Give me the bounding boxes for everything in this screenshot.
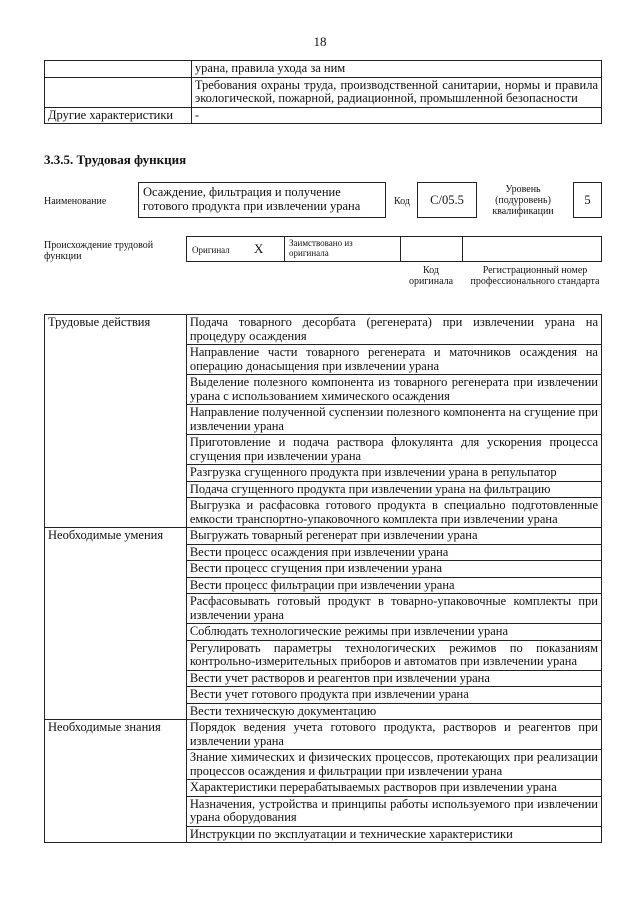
code-caption: Код оригинала	[408, 265, 454, 287]
original-mark: X	[254, 241, 264, 256]
name-value: Осаждение, фильтрация и получение готового продукта при извлечении урана	[143, 185, 361, 213]
table-cell: Порядок ведения учета готового продукта, растворов и реагентов при извлечении урана	[186, 720, 601, 750]
code-label: Код	[394, 196, 410, 207]
table-cell: Регулировать параметры технологических режимов по показаниям контрольно-измерительных приборов и автоматов при извлечении урана	[186, 640, 601, 670]
code-value-box	[417, 182, 477, 218]
table-cell: Инструкции по эксплуатации и технические характеристики	[186, 826, 601, 843]
table-cell: Выделение полезного компонента из товарного регенерата при извлечении урана с использованием химического осаждения	[186, 375, 601, 405]
group-label: Необходимые умения	[45, 528, 187, 720]
table-cell: Направление полученной суспензии полезного компонента на сгущение при извлечении урана	[186, 405, 601, 435]
origin-label: Происхождение трудовой функции	[44, 240, 154, 262]
table-cell: Назначения, устройства и принципы работы используемого при извлечении урана оборудования	[186, 796, 601, 826]
main-table	[44, 314, 602, 843]
table-cell: Другие характеристики	[45, 107, 192, 124]
table-cell: -	[191, 107, 601, 124]
original-label: Оригинал	[192, 245, 230, 255]
table-cell: Направление части товарного регенерата и маточников осаждения на операцию донасыщения при извлечении урана	[186, 345, 601, 375]
table-row	[45, 720, 602, 750]
origin-divider-1	[284, 236, 285, 262]
table-cell: Выгрузка и расфасовка готового продукта в специально подготовленные емкости транспортно-упаковочного комплекта при извлечении урана	[186, 498, 601, 528]
level-value: 5	[584, 193, 591, 207]
group-label: Необходимые знания	[45, 720, 187, 843]
origin-box	[186, 236, 602, 262]
table-row	[45, 315, 602, 345]
table-row	[45, 77, 602, 107]
table-cell: Вести процесс фильтрации при извлечении урана	[186, 577, 601, 594]
table-cell: Требования охраны труда, производственной санитарии, нормы и правила экологической, пожарной, радиационной, промышленной безопасности	[191, 77, 601, 107]
level-label: Уровень (подуровень) квалификации	[492, 184, 554, 217]
table-cell: Расфасовывать готовый продукт в товарно-упаковочные комплекты при извлечении урана	[186, 594, 601, 624]
top-table	[44, 60, 602, 124]
reg-caption: Регистрационный номер профессионального стандарта	[470, 265, 600, 287]
table-row	[45, 528, 602, 545]
name-value-box	[138, 182, 386, 218]
table-cell: Подача сгущенного продукта при извлечении урана на фильтрацию	[186, 481, 601, 498]
table-cell: Подача товарного десорбата (регенерата) при извлечении урана на процедуру осаждения	[186, 315, 601, 345]
name-label: Наименование	[44, 196, 107, 207]
table-cell: Вести техническую документацию	[186, 703, 601, 720]
table-cell: Вести процесс сгущения при извлечении урана	[186, 561, 601, 578]
level-value-box	[573, 182, 602, 218]
table-cell	[45, 61, 192, 78]
table-cell: урана, правила ухода за ним	[191, 61, 601, 78]
table-cell: Выгружать товарный регенерат при извлечении урана	[186, 528, 601, 545]
table-cell	[45, 77, 192, 107]
table-cell: Соблюдать технологические режимы при извлечении урана	[186, 624, 601, 641]
code-value: C/05.5	[430, 193, 464, 207]
section-title: 3.3.5. Трудовая функция	[44, 152, 187, 167]
table-cell: Вести процесс осаждения при извлечении урана	[186, 544, 601, 561]
borrowed-label: Заимствовано из оригинала	[289, 238, 353, 258]
group-label: Трудовые действия	[45, 315, 187, 528]
origin-divider-2	[400, 236, 401, 262]
table-cell: Знание химических и физических процессов, протекающих при реализации процессов осаждения и фильтрации при извлечении урана	[186, 750, 601, 780]
table-cell: Характеристики перерабатываемых растворов при извлечении урана	[186, 780, 601, 797]
table-cell: Вести учет растворов и реагентов при извлечении урана	[186, 670, 601, 687]
table-cell: Вести учет готового продукта при извлечении урана	[186, 687, 601, 704]
table-cell: Приготовление и подача раствора флокулянта для ускорения процесса сгущения при извлечении урана	[186, 435, 601, 465]
table-cell: Разгрузка сгущенного продукта при извлечении урана в репульпатор	[186, 465, 601, 482]
page-number: 18	[313, 34, 327, 49]
origin-divider-3	[462, 236, 463, 262]
table-row	[45, 107, 602, 124]
table-row	[45, 61, 602, 78]
